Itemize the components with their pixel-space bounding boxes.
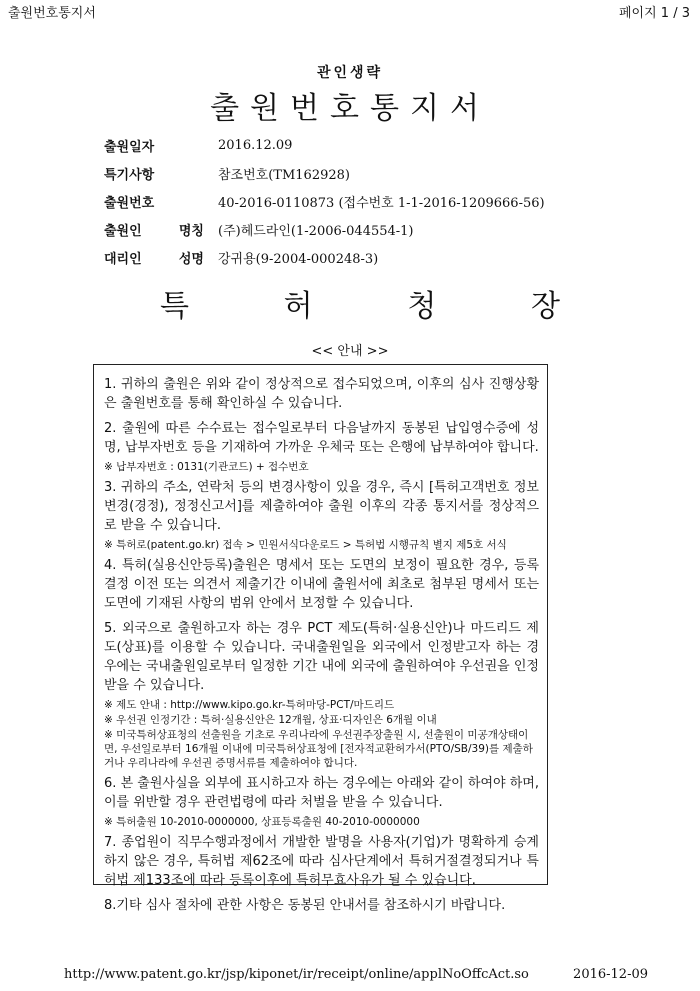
info-value: 2016.12.09 — [218, 137, 293, 153]
guide-note: ※ 특허출원 10-2010-0000000, 상표등록출원 40-2010-0000000 — [104, 816, 420, 828]
guide-item-6: 6. 본 출원사실을 외부에 표시하고자 하는 경우에는 아래와 같이 하여야 하며, 이를 위반할 경우 관련법령에 따라 처벌을 받을 수 있습니다. — [104, 776, 539, 810]
issuer-char: 장 — [531, 289, 560, 324]
issuer-char: 특 — [160, 289, 189, 324]
info-label: 출원번호 — [104, 195, 155, 211]
guide-box — [93, 364, 548, 913]
issuer-name — [160, 281, 560, 325]
info-label: 출원일자 — [104, 139, 155, 155]
footer-url: http://www.patent.go.kr/jsp/kiponet/ir/receipt/online/applNoOffcAct.so — [64, 967, 529, 982]
guide-note: ※ 우선권 인정기간 : 특허·실용신안은 12개월, 상표·디자인은 6개월 이내 — [104, 714, 437, 726]
application-info — [104, 131, 545, 271]
guide-item-2: 2. 출원에 따른 수수료는 접수일로부터 다음날까지 동봉된 납입영수증에 성명, 납부자번호 등을 기재하여 가까운 우체국 또는 은행에 납부하여야 합니다. — [104, 421, 539, 455]
info-value: 강귀용(9-2004-000248-3) — [218, 251, 379, 267]
guide-note: ※ 제도 안내 : http://www.kipo.go.kr-특허마당-PCT/마드리드 — [104, 699, 395, 711]
page-number: 페이지 1 / 3 — [619, 6, 690, 21]
guide-note: ※ 미국특허상표청의 선출원을 기초로 우리나라에 우선권주장출원 시, 선출원이 미공개상태이면, 우선일로부터 16개월 이내에 미국특허상표청에 [전자적교환허가서(PTO/SB/39)를 제출하거나 우리나라에 우선권 증명서류를 제출하여야 합니다. — [104, 729, 533, 769]
issuer-char: 청 — [407, 289, 437, 324]
print-header-title: 출원번호통지서 — [8, 6, 96, 21]
guide-item-4: 4. 특허(실용신안등록)출원은 명세서 또는 도면의 보정이 필요한 경우, 등록결정 이전 또는 의견서 제출기간 이내에 출원서에 최초로 첨부된 명세서 또는 도면에 기재된 사항의 범위 안에서 보정할 수 있습니다. — [104, 558, 539, 611]
info-value: 40-2016-0110873 (접수번호 1-1-2016-1209666-56) — [218, 195, 545, 211]
document-title: 출원번호통지서 — [210, 91, 490, 126]
info-row-remarks — [104, 159, 545, 187]
info-row-agent — [104, 243, 545, 271]
guide-item-7: 7. 종업원이 직무수행과정에서 개발한 발명을 사용자(기업)가 명확하게 승계하지 않은 경우, 특허법 제62조에 따라 심사단계에서 특허거절결정되거나 특허법 제133조에 따라 등록이후에 특허무효사유가 될 수 있습니다. — [104, 835, 539, 888]
guide-note: ※ 특허로(patent.go.kr) 접속 > 민원서식다운로드 > 특허법 시행규칙 별지 제5호 서식 — [104, 539, 507, 551]
footer-date: 2016-12-09 — [573, 967, 648, 982]
info-row-filing-date — [104, 131, 545, 159]
info-label: 특기사항 — [104, 167, 155, 183]
issuer-char: 허 — [283, 289, 313, 324]
guide-item-5: 5. 외국으로 출원하고자 하는 경우 PCT 제도(특허·실용신안)나 마드리드 제도(상표)를 이용할 수 있습니다. 국내출원일을 외국에서 인정받고자 하는 경우에는 국내출원일로부터 일정한 기간 내에 외국에 출원하여야 우선권을 인정받을 수 있습니다. — [104, 621, 539, 693]
info-value: (주)헤드라인(1-2006-044554-1) — [218, 223, 414, 239]
guide-heading: << 안내 >> — [311, 344, 389, 359]
guide-item-8: 8.기타 심사 절차에 관한 사항은 동봉된 안내서를 참조하시기 바랍니다. — [104, 898, 506, 913]
guide-item-1: 1. 귀하의 출원은 위와 같이 정상적으로 접수되었으며, 이후의 심사 진행상황은 출원번호를 통해 확인하실 수 있습니다. — [104, 377, 539, 411]
info-label: 출원인 명칭 — [104, 223, 204, 239]
guide-note: ※ 납부자번호 : 0131(기관코드) + 접수번호 — [104, 461, 309, 473]
info-row-application-number — [104, 187, 545, 215]
info-label: 대리인 성명 — [104, 251, 204, 267]
seal-omitted-label: 관인생략 — [316, 65, 384, 81]
info-row-applicant — [104, 215, 545, 243]
guide-item-3: 3. 귀하의 주소, 연락처 등의 변경사항이 있을 경우, 즉시 [특허고객번호 정보변경(경정), 정정신고서]를 제출하여야 출원 이후의 각종 통지서를 정상적으로 받을 수 있습니다. — [104, 480, 539, 533]
info-value: 참조번호(TM162928) — [218, 167, 350, 183]
